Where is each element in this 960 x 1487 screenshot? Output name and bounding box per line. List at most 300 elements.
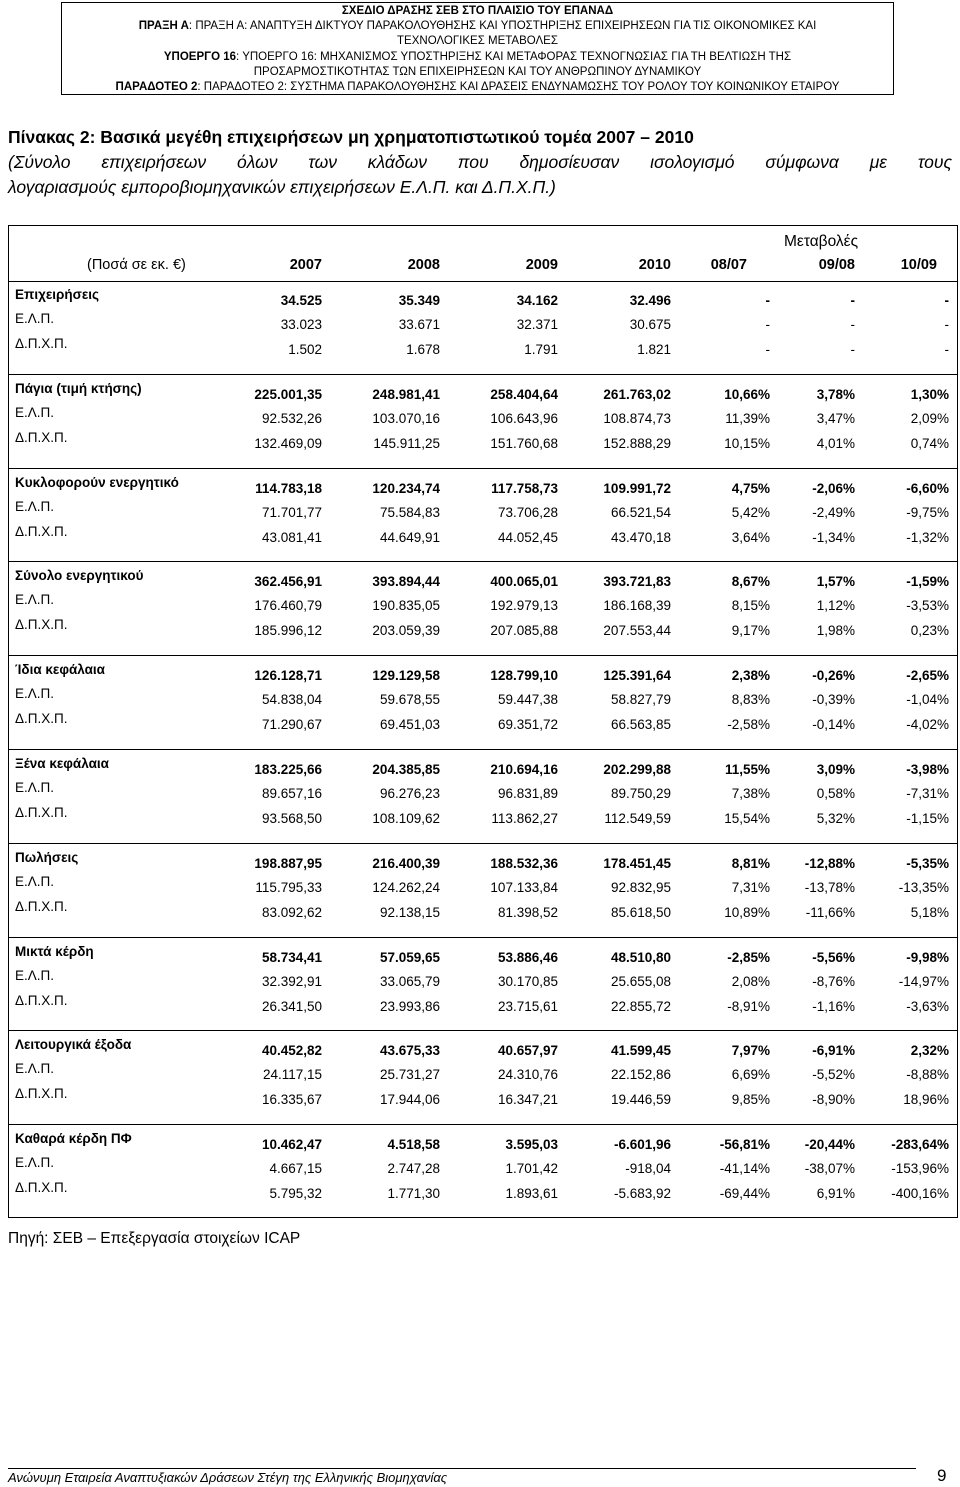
cell-value: 1.893,61 [505, 1186, 558, 1202]
cell-value: 124.262,24 [372, 879, 440, 895]
cell-value: -918,04 [625, 1161, 671, 1177]
cell-value: -5,52% [812, 1067, 855, 1083]
row-label: Δ.Π.Χ.Π. [15, 429, 68, 445]
cell-value: -9,98% [906, 949, 949, 965]
cell-value: -1,59% [906, 574, 949, 590]
cell-value: 75.584,83 [379, 504, 440, 520]
cell-value: 151.760,68 [490, 435, 558, 451]
header-line: ΠΑΡΑΔΟΤΕΟ 2: ΠΑΡΑΔΟΤΕΟ 2: ΣΥΣΤΗΜΑ ΠΑΡΑΚΟΛΟΥΘΗΣΗΣ ΚΑΙ ΔΡΑΣΕΙΣ ΕΝΔΥΝΑΜΩΣΗΣ ΤΟΥ ΡΟΛΟΥ ΤΟΥ ΚΟΙΝΩΝΙΚΟΥ ΕΤΑΙΡΟΥ [115, 81, 840, 94]
cell-value: 3,78% [816, 386, 855, 402]
row-label: Ε.Λ.Π. [15, 780, 55, 795]
cell-value: 128.799,10 [490, 668, 558, 684]
cell-value: 3,47% [816, 410, 855, 426]
cell-value: 2,08% [731, 973, 770, 989]
cell-value: 1.502 [288, 342, 322, 357]
total-row [9, 568, 957, 598]
table-group [9, 938, 957, 1032]
header-line-text: ΠΡΑΞΗ Α: ΑΝΑΠΤΥΞΗ ΔΙΚΤΥΟΥ ΠΑΡΑΚΟΛΟΥΘΗΣΗΣ ΚΑΙ ΥΠΟΣΤΗΡΙΞΗΣ ΕΠΙΧΕΙΡΗΣΕΩΝ ΓΙΑ ΤΙΣ ΟΙΚΟΝΟΜΙΚΕΣ ΚΑΙ [195, 20, 817, 33]
cell-value: - [850, 342, 855, 357]
cell-value: 30.675 [629, 317, 671, 332]
cell-value: 22.152,86 [610, 1067, 671, 1083]
cell-value: 120.234,74 [372, 480, 440, 496]
cell-value: 89.750,29 [610, 786, 671, 801]
row-label: Δ.Π.Χ.Π. [15, 617, 68, 633]
cell-value: 192.979,13 [490, 598, 558, 614]
column-header: 2008 [407, 257, 440, 273]
cell-value: 25.655,08 [610, 973, 671, 989]
header-line: ΠΡΟΣΑΡΜΟΣΤΙΚΟΤΗΤΑΣ ΤΩΝ ΕΠΙΧΕΙΡΗΣΕΩΝ ΚΑΙ ΤΟΥ ΑΝΘΡΩΠΙΝΟΥ ΔΥΝΑΜΙΚΟΥ [253, 65, 702, 78]
header-line: ΣΧΕΔΙΟ ΔΡΑΣΗΣ ΣΕΒ ΣΤΟ ΠΛΑΙΣΙΟ ΤΟΥ ΕΠΑΝΑΔ [341, 5, 614, 17]
cell-value: 117.758,73 [491, 480, 558, 496]
cell-value: 185.996,12 [254, 623, 322, 639]
table-row [9, 967, 957, 998]
cell-value: 183.225,66 [254, 762, 322, 777]
footer-text: Ανώνυμη Εταιρεία Αναπτυξιακών Δράσεων Στέγη της Ελληνικής Βιομηχανίας [8, 1470, 448, 1485]
table-group [9, 562, 957, 656]
cell-value: 1.771,30 [387, 1186, 440, 1202]
cell-value: - [850, 293, 855, 308]
cell-value: - [944, 342, 949, 357]
cell-value: 32.371 [516, 317, 558, 332]
cell-value: 66.563,85 [610, 717, 671, 733]
cell-value: 69.351,72 [497, 717, 558, 733]
cell-value: 103.070,16 [372, 410, 440, 426]
row-label: Δ.Π.Χ.Π. [15, 1180, 68, 1196]
row-label: Ε.Λ.Π. [15, 311, 55, 326]
footer-divider [8, 1468, 916, 1469]
cell-value: 258.404,64 [490, 386, 558, 402]
cell-value: 107.133,84 [490, 879, 558, 895]
cell-value: 178.451,45 [603, 855, 671, 871]
table-group [9, 469, 957, 563]
cell-value: 58.734,41 [261, 949, 322, 965]
table-row [9, 1180, 957, 1210]
table-row [9, 617, 957, 647]
cell-value: -14,97% [898, 973, 949, 989]
cell-value: -6,91% [812, 1043, 855, 1059]
cell-value: 1,98% [816, 623, 855, 639]
cell-value: 203.059,39 [372, 623, 440, 639]
cell-value: 10,66% [724, 386, 770, 402]
table-group [9, 1031, 957, 1125]
row-label: Μικτά κέρδη [15, 943, 94, 959]
cell-value: 8,81% [731, 855, 770, 871]
table-row [9, 336, 957, 366]
table-row [9, 429, 957, 460]
cell-value: 4.518,58 [387, 1137, 440, 1153]
table-group [9, 281, 957, 375]
cell-value: -283,64% [891, 1137, 949, 1153]
row-label: Δ.Π.Χ.Π. [15, 1086, 68, 1102]
cell-value: - [765, 317, 770, 332]
cell-value: -6,60% [906, 480, 949, 496]
cell-value: 0,23% [910, 623, 949, 639]
cell-value: 7,38% [731, 786, 770, 801]
cell-value: 40.452,82 [261, 1043, 322, 1059]
cell-value: 225.001,35 [254, 386, 322, 402]
title-line-1: Πίνακας 2: Βασικά μεγέθη επιχειρήσεων μη χρηματοπιστωτικού τομέα 2007 – 2010 [8, 127, 694, 147]
cell-value: 125.391,64 [603, 668, 671, 684]
cell-value: -41,14% [719, 1161, 770, 1177]
cell-value: - [850, 317, 855, 332]
cell-value: 10,89% [724, 904, 770, 920]
total-row [9, 1037, 957, 1067]
cell-value: 9,85% [731, 1092, 770, 1108]
table-group [9, 656, 957, 750]
cell-value: 1.701,42 [505, 1161, 558, 1177]
cell-value: 400.065,01 [490, 574, 558, 590]
cell-value: 66.521,54 [610, 504, 671, 520]
cell-value: 112.549,59 [604, 811, 671, 826]
cell-value: -0,26% [812, 668, 855, 684]
cell-value: 23.993,86 [379, 998, 440, 1014]
row-label: Ε.Λ.Π. [15, 967, 55, 983]
cell-value: 10.462,47 [261, 1137, 322, 1153]
total-row [9, 756, 957, 786]
cell-value: 4.667,15 [269, 1161, 322, 1177]
row-label: Ίδια κεφάλαια [15, 662, 105, 678]
row-label: Ε.Λ.Π. [15, 498, 55, 514]
cell-value: -2,06% [812, 480, 855, 496]
cell-value: 85.618,50 [610, 904, 671, 920]
cell-value: 71.701,77 [261, 504, 322, 520]
table-row [9, 1061, 957, 1091]
cell-value: 33.671 [398, 317, 440, 332]
cell-value: -13,35% [898, 879, 949, 895]
cell-value: 5,42% [731, 504, 770, 520]
cell-value: - [944, 293, 949, 308]
cell-value: 129.129,58 [372, 668, 440, 684]
cell-value: -20,44% [804, 1137, 855, 1153]
cell-value: 73.706,28 [497, 504, 558, 520]
cell-value: 6,91% [816, 1186, 855, 1202]
cell-value: 108.874,73 [603, 410, 671, 426]
row-label: Επιχειρήσεις [15, 287, 100, 302]
cell-value: 1,30% [910, 386, 949, 402]
cell-value: -8,91% [727, 998, 770, 1014]
cell-value: 33.065,79 [379, 973, 440, 989]
column-header: 10/09 [900, 257, 937, 273]
cell-value: -1,32% [906, 529, 949, 545]
cell-value: 89.657,16 [261, 786, 322, 801]
cell-value: 5,32% [816, 811, 855, 826]
cell-value: 210.694,16 [490, 762, 558, 777]
total-row [9, 380, 957, 411]
column-header: 09/08 [818, 257, 855, 273]
cell-value: 2,09% [910, 410, 949, 426]
cell-value: -5,35% [906, 855, 949, 871]
table-group [9, 1125, 957, 1219]
total-row [9, 943, 957, 974]
cell-value: -153,96% [891, 1161, 949, 1177]
cell-value: 18,96% [903, 1092, 949, 1108]
source-note: Πηγή: ΣΕΒ – Επεξεργασία στοιχείων ICAP [8, 1230, 301, 1247]
table-row [9, 992, 957, 1023]
cell-value: 57.059,65 [379, 949, 440, 965]
cell-value: 30.170,85 [497, 973, 558, 989]
cell-value: 3.595,03 [505, 1137, 558, 1153]
cell-value: 41.599,45 [610, 1043, 671, 1059]
row-label: Κυκλοφορούν ενεργητικό [15, 474, 179, 490]
title-line-3: λογαριασμούς εμποροβιομηχανικών επιχειρήσεων Ε.Λ.Π. και Δ.Π.Χ.Π.) [8, 177, 556, 197]
cell-value: 132.469,09 [254, 435, 322, 451]
cell-value: -0,39% [812, 692, 855, 708]
table-row [9, 1086, 957, 1116]
row-label: Ε.Λ.Π. [15, 1061, 55, 1077]
cell-value: -9,75% [906, 504, 949, 520]
total-row [9, 849, 957, 880]
cell-value: 190.835,05 [372, 598, 440, 614]
cell-value: 16.347,21 [497, 1092, 558, 1108]
cell-value: 83.092,62 [261, 904, 322, 920]
total-row [9, 662, 957, 692]
cell-value: 248.981,41 [372, 386, 440, 402]
header-line-text: ΠΑΡΑΔΟΤΕΟ 2: ΣΥΣΤΗΜΑ ΠΑΡΑΚΟΛΟΥΘΗΣΗΣ ΚΑΙ ΔΡΑΣΕΙΣ ΕΝΔΥΝΑΜΩΣΗΣ ΤΟΥ ΡΟΛΟΥ ΤΟΥ ΚΟΙΝΩΝΙΚΟΥ ΕΤΑΙΡΟΥ [203, 81, 840, 94]
table-row [9, 711, 957, 741]
cell-value: 5,18% [910, 904, 949, 920]
cell-value: - [765, 342, 770, 357]
column-header: 2007 [289, 257, 322, 273]
column-header: 08/07 [710, 257, 747, 273]
cell-value: 3,64% [731, 529, 770, 545]
cell-value: 362.456,91 [254, 574, 322, 590]
row-label: Λειτουργικά έξοδα [15, 1037, 132, 1053]
cell-value: 32.392,91 [261, 973, 322, 989]
cell-value: -8,88% [906, 1067, 949, 1083]
cell-value: 0,74% [910, 435, 949, 451]
table-row [9, 780, 957, 810]
cell-value: 198.887,95 [254, 855, 322, 871]
row-label: Ε.Λ.Π. [15, 686, 55, 702]
cell-value: 35.349 [398, 293, 440, 308]
cell-value: -2,58% [727, 717, 770, 733]
cell-value: 11,39% [725, 410, 770, 426]
table-title [8, 125, 952, 200]
document-header [61, 2, 894, 95]
cell-value: 24.310,76 [497, 1067, 558, 1083]
cell-value: 1.791 [524, 342, 558, 357]
cell-value: -7,31% [906, 786, 949, 801]
cell-value: 1.678 [406, 342, 440, 357]
cell-value: 71.290,67 [261, 717, 322, 733]
cell-value: 108.109,62 [372, 811, 440, 826]
cell-value: 40.657,97 [497, 1043, 558, 1059]
table-row [9, 805, 957, 835]
cell-value: -3,53% [906, 598, 949, 614]
changes-label: Μεταβολές [784, 233, 859, 250]
cell-value: -5.683,92 [613, 1186, 671, 1202]
cell-value: 16.335,67 [261, 1092, 322, 1108]
cell-value: - [944, 317, 949, 332]
unit-label: (Ποσά σε εκ. €) [87, 257, 186, 273]
header-line-text: ΥΠΟΕΡΓΟ 16: ΜΗΧΑΝΙΣΜΟΣ ΥΠΟΣΤΗΡΙΞΗΣ ΚΑΙ ΜΕΤΑΦΟΡΑΣ ΤΕΧΝΟΓΝΩΣΙΑΣ ΓΙΑ ΤΗ ΒΕΛΤΙΩΣΗ ΤΗΣ [242, 50, 792, 63]
cell-value: 5.795,32 [269, 1186, 322, 1202]
table-row [9, 898, 957, 929]
cell-value: 393.721,83 [603, 574, 671, 590]
cell-value: 92.532,26 [261, 410, 322, 426]
cell-value: 186.168,39 [603, 598, 671, 614]
cell-value: -1,16% [812, 998, 855, 1014]
cell-value: 54.838,04 [261, 692, 322, 708]
column-header: 2010 [638, 257, 671, 273]
table-row [9, 592, 957, 622]
total-row [9, 474, 957, 505]
cell-value: 17.944,06 [379, 1092, 440, 1108]
row-label: Ξένα κεφάλαια [15, 756, 109, 771]
row-label: Δ.Π.Χ.Π. [15, 523, 68, 539]
cell-value: -69,44% [719, 1186, 770, 1202]
cell-value: -2,49% [812, 504, 855, 520]
table-group [9, 750, 957, 844]
cell-value: 8,67% [731, 574, 770, 590]
row-label: Σύνολο ενεργητικού [15, 568, 144, 584]
header-line: ΤΕΧΝΟΛΟΓΙΚΕΣ ΜΕΤΑΒΟΛΕΣ [397, 35, 558, 48]
cell-value: 43.675,33 [379, 1043, 440, 1059]
row-label: Ε.Λ.Π. [15, 404, 55, 420]
cell-value: 4,75% [731, 480, 770, 496]
table-row [9, 404, 957, 435]
cell-value: -56,81% [719, 1137, 770, 1153]
header-line: ΠΡΑΞΗ Α: ΠΡΑΞΗ Α: ΑΝΑΠΤΥΞΗ ΔΙΚΤΥΟΥ ΠΑΡΑΚΟΛΟΥΘΗΣΗΣ ΚΑΙ ΥΠΟΣΤΗΡΙΞΗΣ ΕΠΙΧΕΙΡΗΣΕΩΝ ΓΙΑ ΤΙΣ ΟΙΚΟΝΟΜΙΚΕΣ ΚΑΙ [138, 20, 817, 33]
cell-value: 44.052,45 [497, 529, 558, 545]
cell-value: 207.553,44 [603, 623, 671, 639]
cell-value: 10,15% [724, 435, 770, 451]
cell-value: 8,83% [731, 692, 770, 708]
cell-value: 25.731,27 [379, 1067, 440, 1083]
cell-value: -38,07% [804, 1161, 855, 1177]
cell-value: 19.446,59 [610, 1092, 671, 1108]
cell-value: 8,15% [731, 598, 770, 614]
cell-value: -6.601,96 [613, 1137, 671, 1153]
row-label: Καθαρά κέρδη ΠΦ [15, 1131, 132, 1147]
total-row [9, 287, 957, 317]
column-header: 2009 [525, 257, 558, 273]
cell-value: -1,34% [812, 529, 855, 545]
cell-value: 22.855,72 [610, 998, 671, 1014]
row-label: Πωλήσεις [15, 849, 79, 865]
cell-value: -11,66% [805, 904, 855, 920]
cell-value: 4,01% [816, 435, 855, 451]
cell-value: 53.886,46 [497, 949, 558, 965]
cell-value: 216.400,39 [372, 855, 440, 871]
cell-value: 43.470,18 [610, 529, 671, 545]
cell-value: 3,09% [816, 762, 855, 777]
cell-value: 1.821 [637, 342, 671, 357]
cell-value: -8,90% [812, 1092, 855, 1108]
cell-value: 114.783,18 [255, 480, 322, 496]
cell-value: 58.827,79 [610, 692, 671, 708]
table-header [9, 226, 957, 282]
financial-table [8, 225, 958, 1218]
row-label: Ε.Λ.Π. [15, 1155, 55, 1171]
cell-value: 32.496 [629, 293, 671, 308]
cell-value: 96.276,23 [379, 786, 440, 801]
cell-value: 261.763,02 [603, 386, 671, 402]
cell-value: 44.649,91 [379, 529, 440, 545]
cell-value: 0,58% [816, 786, 855, 801]
cell-value: -8,76% [812, 973, 855, 989]
cell-value: 69.451,03 [379, 717, 440, 733]
table-row [9, 873, 957, 904]
table-row [9, 498, 957, 529]
cell-value: 96.831,89 [497, 786, 558, 801]
cell-value: 43.081,41 [261, 529, 322, 545]
cell-value: 113.862,27 [491, 811, 558, 826]
cell-value: -1,04% [906, 692, 949, 708]
cell-value: 6,69% [731, 1067, 770, 1083]
cell-value: 1,57% [816, 574, 855, 590]
cell-value: 34.525 [280, 293, 322, 308]
row-label: Ε.Λ.Π. [15, 873, 55, 889]
table-row [9, 686, 957, 716]
cell-value: 59.447,38 [497, 692, 558, 708]
cell-value: 33.023 [280, 317, 322, 332]
table-group [9, 375, 957, 469]
cell-value: -400,16% [891, 1186, 949, 1202]
cell-value: 106.643,96 [490, 410, 558, 426]
cell-value: 2.747,28 [387, 1161, 440, 1177]
table-group [9, 844, 957, 938]
table-row [9, 523, 957, 554]
total-row [9, 1131, 957, 1161]
cell-value: 7,31% [731, 879, 770, 895]
cell-value: -0,14% [812, 717, 855, 733]
row-label: Δ.Π.Χ.Π. [15, 992, 68, 1008]
cell-value: 11,55% [724, 762, 770, 777]
cell-value: -5,56% [812, 949, 855, 965]
cell-value: 59.678,55 [379, 692, 440, 708]
cell-value: 152.888,29 [603, 435, 671, 451]
row-label: Δ.Π.Χ.Π. [15, 336, 68, 351]
cell-value: -1,15% [906, 811, 949, 826]
cell-value: -2,85% [727, 949, 770, 965]
cell-value: 24.117,15 [262, 1067, 322, 1083]
cell-value: -4,02% [906, 717, 949, 733]
row-label: Δ.Π.Χ.Π. [15, 805, 68, 820]
cell-value: 15,54% [724, 811, 770, 826]
cell-value: 26.341,50 [261, 998, 322, 1014]
cell-value: 1,12% [816, 598, 855, 614]
cell-value: 92.832,95 [610, 879, 671, 895]
cell-value: 2,32% [910, 1043, 949, 1059]
cell-value: -13,78% [804, 879, 855, 895]
cell-value: -2,65% [906, 668, 949, 684]
cell-value: 109.991,72 [603, 480, 671, 496]
cell-value: -3,63% [906, 998, 949, 1014]
title-line-2: (Σύνολο επιχειρήσεων όλων των κλάδων που δημοσίευσαν ισολογισμό σύμφωνα με τους [8, 152, 952, 172]
row-label: Ε.Λ.Π. [15, 592, 55, 608]
cell-value: 126.128,71 [254, 668, 322, 684]
header-line: ΥΠΟΕΡΓΟ 16: ΥΠΟΕΡΓΟ 16: ΜΗΧΑΝΙΣΜΟΣ ΥΠΟΣΤΗΡΙΞΗΣ ΚΑΙ ΜΕΤΑΦΟΡΑΣ ΤΕΧΝΟΓΝΩΣΙΑΣ ΓΙΑ ΤΗ ΒΕΛΤΙΩΣΗ ΤΗΣ [163, 50, 792, 63]
page-number: 9 [937, 1466, 947, 1485]
cell-value: 204.385,85 [372, 762, 440, 777]
cell-value: 7,97% [731, 1043, 770, 1059]
cell-value: 23.715,61 [497, 998, 558, 1014]
cell-value: 115.795,33 [255, 879, 322, 895]
cell-value: 207.085,88 [490, 623, 558, 639]
cell-value: 34.162 [516, 293, 558, 308]
cell-value: 81.398,52 [497, 904, 558, 920]
cell-value: 393.894,44 [372, 574, 440, 590]
cell-value: 9,17% [731, 623, 770, 639]
row-label: Δ.Π.Χ.Π. [15, 711, 68, 727]
cell-value: 48.510,80 [610, 949, 671, 965]
cell-value: 176.460,79 [254, 598, 322, 614]
table-row [9, 311, 957, 341]
cell-value: 93.568,50 [261, 811, 322, 826]
row-label: Δ.Π.Χ.Π. [15, 898, 68, 914]
cell-value: 202.299,88 [603, 762, 671, 777]
